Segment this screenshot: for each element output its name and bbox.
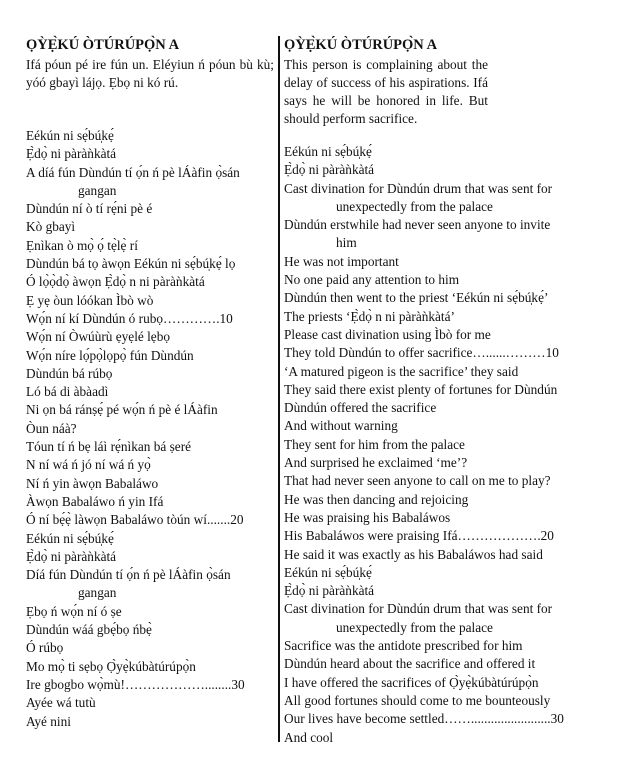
verse-line: He was praising his Babaláwos xyxy=(284,509,451,525)
verse-line: Ẹ̀dọ̀ ni pàràǹkàtá xyxy=(26,548,117,564)
verse-line: Please cast divination using Ìbò for me xyxy=(284,326,491,342)
verse-line: Dùndún offered the sacrifice xyxy=(284,400,437,416)
verse-line: Dùndún bá tọ àwọn Eékún ni sẹ́bú̩kẹ́ lọ xyxy=(26,256,236,272)
verse-line: Ó rúbọ xyxy=(26,640,64,656)
verse-line: Ó ní bẹ́ẹ̀ làwọn Babaláwo tòún wí.......20 xyxy=(26,512,244,528)
verse-line: I have offered the sacrifices of Ọ̀yẹ̀kúbàtúrúpọ̀n xyxy=(284,674,539,690)
verse-line: They sent for him from the palace xyxy=(284,436,465,452)
verse-line: Dùndún then went to the priest ‘Eékún ni sẹ́bú̩kẹ́’ xyxy=(284,290,549,306)
verse-line: Ẹ yẹ òun lóókan Ìbò wò xyxy=(26,292,154,308)
verse-line: All good fortunes should come to me bounteously xyxy=(284,692,551,708)
verse-intro: This person is complaining about the delay of success of his aspirations. Ifá says he will be honored in life. But should perform sacrifice. xyxy=(284,57,488,126)
verse-line: Ẹ̀dọ̀ ni pàràǹkàtá xyxy=(26,146,117,162)
verse-line: Cast divination for Dùndún drum that was sent for xyxy=(284,180,553,196)
verse-line: They told Dùndún to offer sacrifice…......………10 xyxy=(284,345,559,361)
verse-line: And surprised he exclaimed ‘me’? xyxy=(284,455,468,471)
verse-lines xyxy=(26,127,245,731)
verse-line: Kò gbayì xyxy=(26,219,76,235)
verse-line: Ní ń yin àwọn Babaláwo xyxy=(26,475,159,491)
verse-line: Ẹnìkan ò mọ̀ ọ́ tẹ̀lẹ̀ rí xyxy=(26,237,138,253)
verse-line: He said it was exactly as his Babaláwos had said xyxy=(284,546,543,562)
verse-line: unexpectedly from the palace xyxy=(336,198,493,214)
verse-title: ỌỲẸ̀KÚ ÒTÚRÚPỌ̀N A xyxy=(284,37,438,53)
verse-line: Ire gbogbo wọ̀mù!………………........30 xyxy=(26,676,245,692)
verse-line: Eékún ni sẹ́bú̩kẹ́ xyxy=(26,128,114,143)
verse-line: That had never seen anyone to call on me to play? xyxy=(284,473,551,489)
verse-line: A díá fún Dùndún tí ọ́n ń pè lÁàfin ọ̀sán xyxy=(26,164,240,180)
verse-line: Dùndún wáá gbẹ́bọ ńbẹ̀ xyxy=(26,622,152,638)
verse-line: ‘A matured pigeon is the sacrifice’ they said xyxy=(284,363,519,379)
verse-line: N ní wá ń jó ní wá ń yọ̀ xyxy=(26,457,151,473)
verse-line: Àwọn Babaláwo ń yin Ifá xyxy=(26,493,164,509)
verse-line: And without warning xyxy=(284,418,398,434)
verse-line: Wọ́n ní Òwúùrù ẹyẹlé lẹbọ xyxy=(26,329,171,345)
verse-line: Ẹ̀dọ̀ ni pàràǹkàtá xyxy=(284,162,375,178)
verse-line: Mo mọ̀ ti sẹbọ Ọ̀yẹ̀kúbàtúrúpọ̀n xyxy=(26,658,196,674)
verse-line: Ó lọ̀ọ̀dọ̀ àwọn Ẹ̀dọ̀ n ni pàràǹkàtá xyxy=(26,274,205,290)
column-divider xyxy=(278,36,280,742)
verse-line: Díá fún Dùndún tí ọ́n ń pè lÁàfin ọ̀sán xyxy=(26,567,231,583)
verse-line: Ayée wá tutù xyxy=(26,695,96,711)
verse-line: him xyxy=(336,235,357,251)
verse-line: Dùndún erstwhile had never seen anyone to invite xyxy=(284,217,551,233)
verse-line: Dùndún ní ò tí rẹ́ni pè é xyxy=(26,201,153,217)
verse-line: He was then dancing and rejoicing xyxy=(284,491,469,507)
verse-line: Cast divination for Dùndún drum that was sent for xyxy=(284,601,553,617)
verse-line: Òun náà? xyxy=(26,420,77,436)
verse-line: He was not important xyxy=(284,253,399,269)
verse-line: Tóun tí ń bẹ láì rẹ́nìkan bá ṣeré xyxy=(26,439,192,455)
verse-line: Wọ́n ní kí Dùndún ó rubọ………….10 xyxy=(26,310,233,326)
verse-line: No one paid any attention to him xyxy=(284,272,460,288)
verse-line: gangan xyxy=(78,585,117,601)
verse-line: They said there exist plenty of fortunes for Dùndún xyxy=(284,381,558,397)
verse-intro: Ifá póun pé ire fún un. Eléyiun ń póun bù kù; yóó gbayì lájọ. Ẹbọ ni kó rú. xyxy=(26,57,274,90)
verse-line: Eékún ni sẹ́bú̩kẹ́ xyxy=(284,144,372,159)
verse-title: ỌỲẸ̀KÚ ÒTÚRÚPỌ̀N A xyxy=(26,37,180,53)
verse-line: His Babaláwos were praising Ifá……………….20 xyxy=(284,528,554,544)
verse-line: gangan xyxy=(78,182,117,198)
verse-line: Sacrifice was the antidote prescribed for him xyxy=(284,638,523,654)
verse-line: Dùndún heard about the sacrifice and offered it xyxy=(284,656,536,672)
verse-line: Ló bá di àbàadì xyxy=(26,384,109,400)
verse-line: Wọ́n níre lọ́pọ̀lọpọ̀ fún Dùndún xyxy=(26,347,194,363)
verse-line: Ẹbọ ń wọ́n ní ó ṣe xyxy=(26,603,122,619)
verse-line: Ni ọn bá ránṣẹ́ pé wọ́n ń pè é lÁàfin xyxy=(26,402,218,418)
verse-line: Dùndún bá rúbọ xyxy=(26,365,113,381)
verse-line: Eékún ni sẹ́bú̩kẹ́ xyxy=(26,530,114,546)
verse-line: Ayé nini xyxy=(26,713,71,729)
verse-line: unexpectedly from the palace xyxy=(336,619,493,635)
verse-line: Our lives have become settled……........................30 xyxy=(284,711,564,727)
verse-line: And cool xyxy=(284,729,334,745)
verse-line: Ẹ̀dọ̀ ni pàràǹkàtá xyxy=(284,583,375,599)
verse-line: The priests ‘Ẹ̀dọ̀ n ni pàràǹkàtá’ xyxy=(284,308,455,324)
verse-lines xyxy=(284,143,564,747)
verse-line: Eékún ni sẹ́bú̩kẹ́ xyxy=(284,564,372,580)
